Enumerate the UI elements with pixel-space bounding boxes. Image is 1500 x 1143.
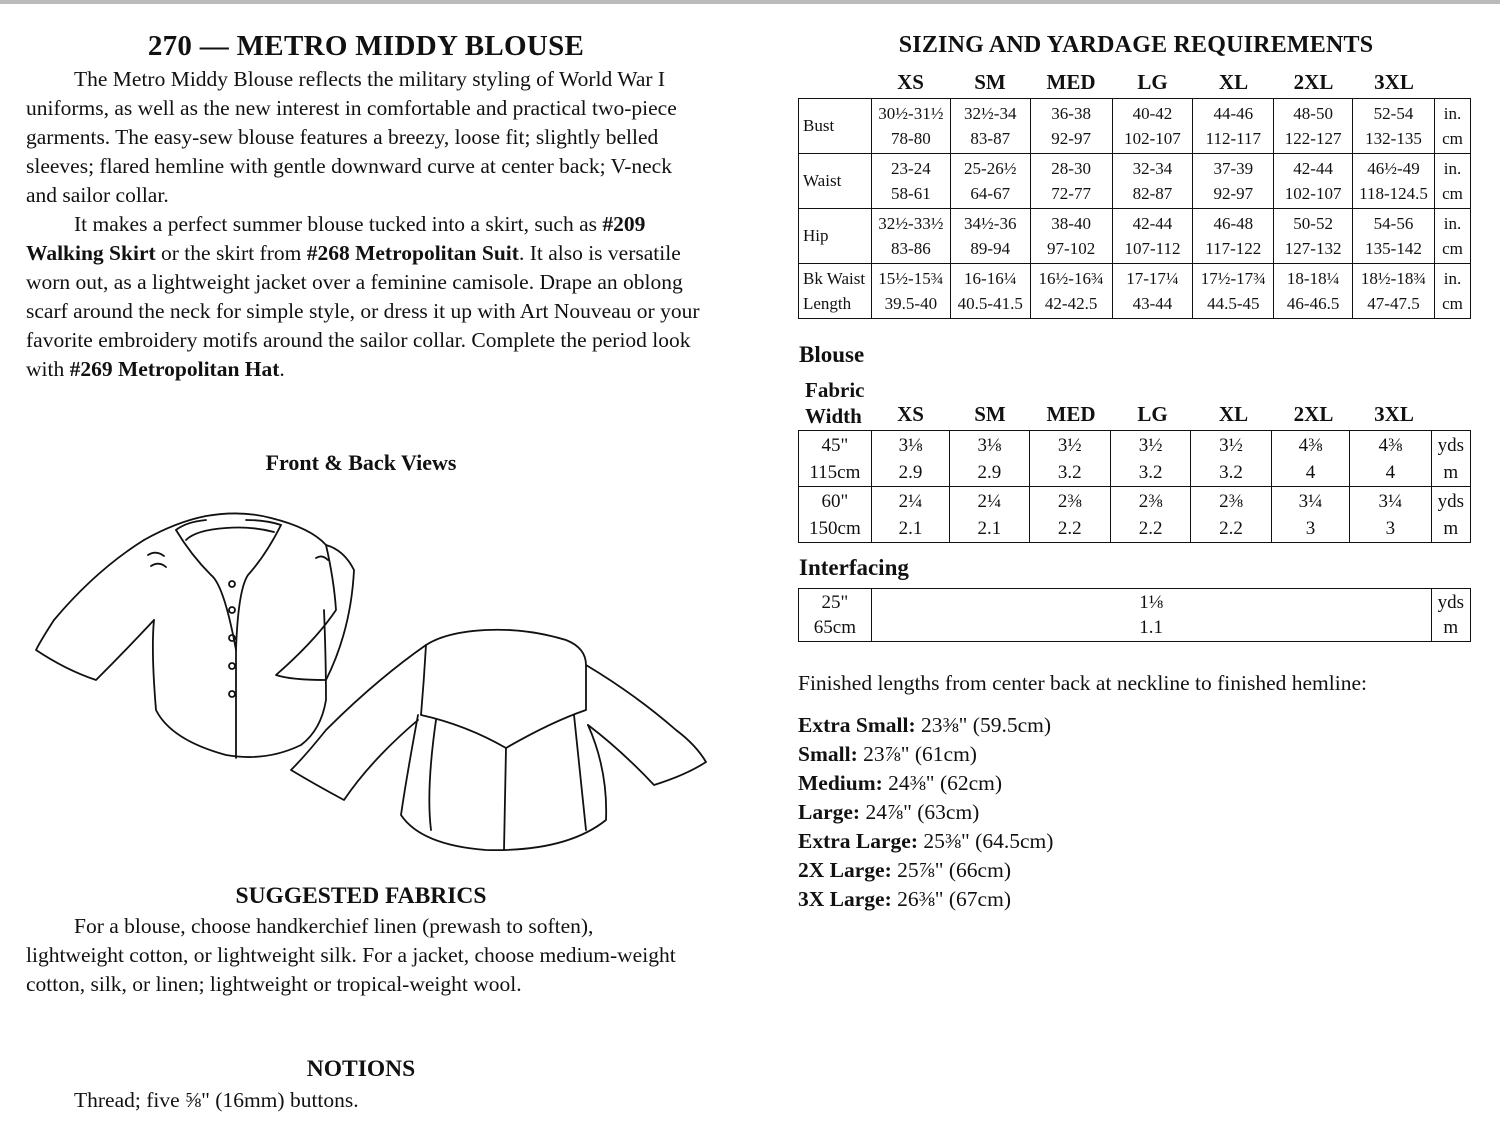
finished-length-size: Medium: [798,771,883,795]
yardage-cell-bottom: 2.2 [1138,517,1163,539]
yardage-cell-top: 3⅛ [977,434,1002,456]
sizing-cell-bottom: 83-87 [970,129,1011,148]
size-header-lg: LG [1137,70,1168,94]
sizing-cell-top: 16-16¼ [964,269,1017,288]
suggested-fabrics-body: For a blouse, choose handkerchief linen (prewash to soften), lightweight cotton, or lightweight silk. For a jacket, choose medium-weight cotton, silk, or linen; lightweight or tropical-weight wool. [26,914,676,996]
sizing-cell-top: 15½-15¾ [878,269,944,288]
finished-length-item [798,769,1053,798]
yardage-cell [950,431,1029,487]
sizing-cell-top: 18½-18¾ [1360,269,1427,288]
yardage-cell-bottom: 3 [1305,517,1316,539]
yardage-cell [1110,431,1190,487]
yardage-cell-bottom: 2.1 [977,517,1002,539]
finished-length-item [798,711,1053,740]
yardage-cell [1350,487,1431,543]
sizing-cell-bottom: 132-135 [1365,129,1422,148]
sizing-cell-bottom: 47-47.5 [1367,294,1420,313]
front-button-2 [229,607,235,613]
unit-cell-top: in. [1443,104,1462,123]
yardage-cell [1350,431,1431,487]
finished-length-item [798,827,1053,856]
interfacing-yds: 1⅛ [1139,592,1164,613]
yardage-cell-top: 3½ [1219,434,1243,456]
sizing-cell-top: 46-48 [1213,214,1254,233]
sizing-cell-top: 17½-17¾ [1200,269,1266,288]
sizing-cell-top: 40-42 [1132,104,1173,123]
yardage-cell-bottom: 2.9 [977,461,1002,483]
sizing-cell-top: 34½-36 [964,214,1017,233]
sizing-cell-bottom: 39.5-40 [884,294,938,313]
measurement-label: Bust [799,99,872,154]
notions-body: Thread; five ⅝" (16mm) buttons. [74,1088,359,1112]
pattern-title: 270 — METRO MIDDY BLOUSE [147,30,585,62]
yardage-cell-top: 3⅛ [898,434,923,456]
fabric-width-cell [799,431,872,487]
pattern-description [26,30,706,384]
unit-cell [1431,431,1470,487]
interfacing-row [799,589,1471,642]
sizing-cell-bottom: 112-117 [1205,129,1261,148]
interfacing-title: Interfacing [799,555,909,580]
blouse-size-header-xs: XS [897,402,924,426]
metropolitan-hat-reference: #269 Metropolitan Hat [69,357,280,381]
sizing-cell-top: 38-40 [1051,214,1091,233]
sizing-cell-top: 48-50 [1293,104,1333,123]
sizing-cell [1112,154,1193,209]
blouse-yardage-table [798,430,1471,543]
measurement-label-line: Bk Waist [803,269,866,288]
interfacing-unit-yds: yds [1437,592,1464,613]
yardage-cell-top: 3¼ [1298,490,1323,512]
sizing-cell-bottom: 92-97 [1051,129,1091,148]
fabric-width-cell-bottom: 115cm [809,461,861,483]
sizing-cell [1193,209,1274,264]
unit-cell-bottom: m [1443,461,1459,483]
yardage-cell-bottom: 2.9 [898,461,923,483]
interfacing-table [798,588,1471,642]
sizing-cell [1030,209,1112,264]
unit-cell [1434,99,1470,154]
measurement-label: Waist [799,154,872,209]
yardage-cell [1191,431,1271,487]
sizing-cell [871,264,950,319]
fabric-width-cell-bottom: 150cm [809,517,861,539]
sizing-cell [1274,154,1353,209]
blouse-size-header-sm: SM [974,402,1006,426]
unit-cell [1431,487,1470,543]
front-view-drawing [36,513,354,758]
sizing-cell-bottom: 46-46.5 [1286,294,1340,313]
sizing-cell-top: 54-56 [1373,214,1414,233]
sizing-cell [1274,209,1353,264]
sizing-cell-bottom: 82-87 [1132,184,1173,203]
sizing-cell-top: 28-30 [1051,159,1091,178]
sizing-cell-bottom: 117-122 [1205,239,1262,258]
finished-length-value: 24⅜" (62cm) [882,771,1003,795]
front-button-3 [229,635,235,641]
fabric-width-cell-top: 45" [821,434,849,456]
sizing-cell [1274,99,1353,154]
sizing-cell [1274,264,1353,319]
sizing-cell-top: 50-52 [1293,214,1333,233]
sizing-cell-bottom: 64-67 [970,184,1011,203]
finished-length-item [798,798,1053,827]
yardage-cell-bottom: 3.2 [1057,461,1082,483]
views-title: Front & Back Views [265,450,457,475]
measurement-label [799,264,872,319]
header-spacer [798,402,871,427]
size-header-xl: XL [1218,70,1249,94]
sizing-cell-top: 42-44 [1132,214,1173,233]
interfacing-unit-cell [1431,589,1470,642]
sizing-cell [871,99,950,154]
sizing-cell-top: 25-26½ [964,159,1017,178]
sizing-cell-top: 32-34 [1132,159,1173,178]
sizing-row-bust [799,99,1471,154]
sizing-row-waist [799,154,1471,209]
yardage-cell-bottom: 2.2 [1219,517,1243,539]
unit-cell [1434,209,1470,264]
description-text-2a: It makes a perfect summer blouse tucked into a skirt, such as [74,212,603,236]
yardage-cell-bottom: 4 [1305,461,1316,483]
suggested-fabrics-text [26,912,696,999]
sizing-cell [1112,209,1193,264]
finished-length-item [798,856,1053,885]
header-spacer [798,70,871,95]
sizing-cell-bottom: 102-107 [1284,184,1342,203]
interfacing-width-cm: 65cm [813,617,856,638]
finished-length-value: 24⅞" (63cm) [860,800,980,824]
unit-cell-bottom: cm [1442,294,1463,313]
measurement-label-line: Length [803,294,852,313]
yardage-cell-top: 4⅜ [1298,434,1323,456]
sizing-cell [1353,209,1435,264]
yardage-cell-top: 2⅜ [1057,490,1082,512]
sizing-row-bk-waist [799,264,1471,319]
blouse-illustration [26,500,716,880]
yardage-cell [1271,431,1349,487]
sizing-cell-top: 17-17¼ [1126,269,1179,288]
interfacing-amount-cell [871,589,1431,642]
sizing-cell-top: 32½-33½ [878,214,944,233]
sizing-cell [1193,99,1274,154]
sizing-cell-top: 52-54 [1373,104,1414,123]
sizing-cell-bottom: 72-77 [1051,184,1091,203]
yardage-cell [871,431,949,487]
blouse-row [799,487,1471,543]
size-header-2xl: 2XL [1293,70,1334,94]
sizing-cell-bottom: 58-61 [891,184,931,203]
finished-length-size: 2X Large: [798,858,892,882]
yardage-cell-bottom: 3 [1385,517,1396,539]
interfacing-width-cell [799,589,872,642]
yardage-cell-top: 2⅜ [1219,490,1243,512]
sizing-cell [1030,99,1112,154]
unit-cell-bottom: m [1443,517,1459,539]
blouse-row [799,431,1471,487]
sizing-cell-bottom: 42-42.5 [1044,294,1098,313]
sizing-cell-bottom: 40.5-41.5 [957,294,1023,313]
yardage-cell-top: 2⅜ [1138,490,1163,512]
yardage-cell [1110,487,1190,543]
unit-cell-bottom: cm [1442,239,1463,258]
sizing-cell [1353,264,1435,319]
finished-length-size: 3X Large: [798,887,892,911]
walking-skirt-reference: #209 Walking Skirt [26,212,646,265]
front-button-4 [229,663,235,669]
yardage-cell [1029,487,1110,543]
sizing-cell-bottom: 83-86 [891,239,931,258]
unit-cell-bottom: cm [1442,129,1463,148]
description-paragraph-2 [26,210,706,384]
size-header-xs: XS [897,70,924,94]
finished-lengths-list [798,711,1053,914]
yardage-cell-top: 3½ [1138,434,1163,456]
sizing-cell-top: 36-38 [1051,104,1091,123]
description-text-1: The Metro Middy Blouse reflects the military styling of World War I uniforms, as well as the new interest in comfortable and practical two-piece garments. The easy-sew blouse features a breezy, loose fit; slightly belled sleeves; flared hemline with gentle downward curve at center back; V-neck and sailor collar. [26,67,677,207]
measurement-label: Hip [799,209,872,264]
description-text-2d: . [279,357,285,381]
sizing-cell [1193,154,1274,209]
finished-length-item [798,885,1053,914]
fabric-label: Fabric [805,378,865,402]
description-text-2c: . It also is versatile worn out, as a lightweight jacket over a feminine camisole. Drape an oblong scarf around the neck for simple style, or dress it up with Art Nouveau or your favorite embroidery motifs around the sailor collar. Complete the period look with [26,241,700,381]
size-header-med: MED [1046,70,1096,94]
blouse-title: Blouse [799,342,865,367]
yardage-cell [1029,431,1110,487]
finished-length-value: 26⅜" (67cm) [891,887,1011,911]
yardage-cell-bottom: 4 [1385,461,1396,483]
finished-length-value: 23⅜" (59.5cm) [915,713,1052,737]
sizing-size-header [798,70,1435,95]
notions-title: NOTIONS [306,1056,416,1082]
sizing-cell-top: 18-18¼ [1286,269,1340,288]
yardage-cell-bottom: 3.2 [1138,461,1163,483]
sizing-cell-top: 46½-49 [1367,159,1420,178]
unit-cell-top: in. [1443,269,1462,288]
top-rule [0,0,1500,4]
sizing-cell-bottom: 107-112 [1124,239,1181,258]
front-button-1 [229,581,235,587]
yardage-cell [1191,487,1271,543]
blouse-size-header-lg: LG [1137,402,1168,426]
sizing-cell-top: 30½-31½ [878,104,944,123]
sizing-cell [1353,99,1435,154]
unit-cell-top: in. [1443,214,1462,233]
size-header-sm: SM [974,70,1006,94]
yardage-cell [871,487,949,543]
sizing-cell [950,209,1030,264]
sizing-cell-bottom: 127-132 [1284,239,1342,258]
sizing-cell-bottom: 135-142 [1365,239,1422,258]
yardage-cell-top: 2¼ [977,490,1002,512]
finished-lengths-intro: Finished lengths from center back at neckline to finished hemline: [798,671,1367,695]
yardage-cell-bottom: 2.2 [1057,517,1082,539]
blouse-size-header [798,402,1435,427]
width-label: Width [805,404,862,428]
finished-length-size: Large: [798,800,861,824]
front-button-5 [229,691,235,697]
metropolitan-suit-reference: #268 Metropolitan Suit [306,241,519,265]
sizing-cell-top: 42-44 [1293,159,1333,178]
sizing-cell-top: 32½-34 [964,104,1017,123]
sizing-cell-top: 44-46 [1213,104,1254,123]
yardage-cell-bottom: 3.2 [1219,461,1243,483]
sizing-cell-bottom: 89-94 [970,239,1011,258]
unit-cell-bottom: cm [1442,184,1463,203]
sizing-cell [1112,99,1193,154]
back-view-drawing [291,630,706,850]
blouse-size-header-2xl: 2XL [1293,402,1334,426]
sizing-cell-bottom: 92-97 [1213,184,1254,203]
sizing-cell-bottom: 102-107 [1124,129,1181,148]
sizing-cell-top: 23-24 [891,159,931,178]
sizing-cell [950,154,1030,209]
suggested-fabrics-title: SUGGESTED FABRICS [235,883,487,909]
sizing-cell [950,99,1030,154]
finished-length-size: Extra Small: [798,713,916,737]
sizing-cell-top: 37-39 [1213,159,1254,178]
sizing-cell [1112,264,1193,319]
sizing-cell-bottom: 44.5-45 [1207,294,1260,313]
sizing-cell [1193,264,1274,319]
yardage-cell-top: 3½ [1057,434,1082,456]
size-header-3xl: 3XL [1374,70,1414,94]
finished-length-value: 25⅞" (66cm) [891,858,1011,882]
finished-length-size: Small: [798,742,858,766]
sizing-cell-bottom: 118-124.5 [1359,184,1428,203]
yardage-cell-top: 2¼ [898,490,923,512]
unit-cell-top: yds [1437,490,1464,512]
sizing-cell-bottom: 97-102 [1047,239,1096,258]
sizing-yardage-title: SIZING AND YARDAGE REQUIREMENTS [898,32,1374,58]
unit-cell-top: in. [1443,159,1462,178]
unit-cell [1434,264,1470,319]
interfacing-m: 1.1 [1139,617,1164,638]
finished-length-value: 25⅜" (64.5cm) [918,829,1054,853]
sizing-cell [871,209,950,264]
finished-length-value: 23⅞" (61cm) [857,742,977,766]
fabric-width-cell [799,487,872,543]
sizing-cell-top: 16½-16¾ [1038,269,1104,288]
finished-length-size: Extra Large: [798,829,919,853]
sizing-cell [950,264,1030,319]
description-paragraph-1 [26,65,706,210]
yardage-cell-top: 3¼ [1378,490,1403,512]
sizing-cell-bottom: 78-80 [891,129,931,148]
interfacing-unit-m: m [1443,617,1459,638]
sizing-cell-bottom: 122-127 [1284,129,1342,148]
sizing-cell-bottom: 43-44 [1132,294,1173,313]
yardage-cell-top: 4⅜ [1378,434,1403,456]
unit-cell [1434,154,1470,209]
sizing-cell [1030,154,1112,209]
sizing-cell [871,154,950,209]
fabric-width-cell-top: 60" [821,490,849,512]
sizing-cell [1353,154,1435,209]
yardage-cell [1271,487,1349,543]
finished-length-item [798,740,1053,769]
blouse-size-header-3xl: 3XL [1374,402,1414,426]
interfacing-width-in: 25" [821,592,849,613]
notions-text [26,1086,696,1115]
blouse-size-header-med: MED [1046,402,1096,426]
unit-cell-top: yds [1437,434,1464,456]
yardage-cell [950,487,1029,543]
sizing-table [798,98,1471,319]
description-text-2b: or the skirt from [155,241,307,265]
blouse-size-header-xl: XL [1218,402,1249,426]
sizing-row-hip [799,209,1471,264]
sizing-cell [1030,264,1112,319]
yardage-cell-bottom: 2.1 [898,517,923,539]
